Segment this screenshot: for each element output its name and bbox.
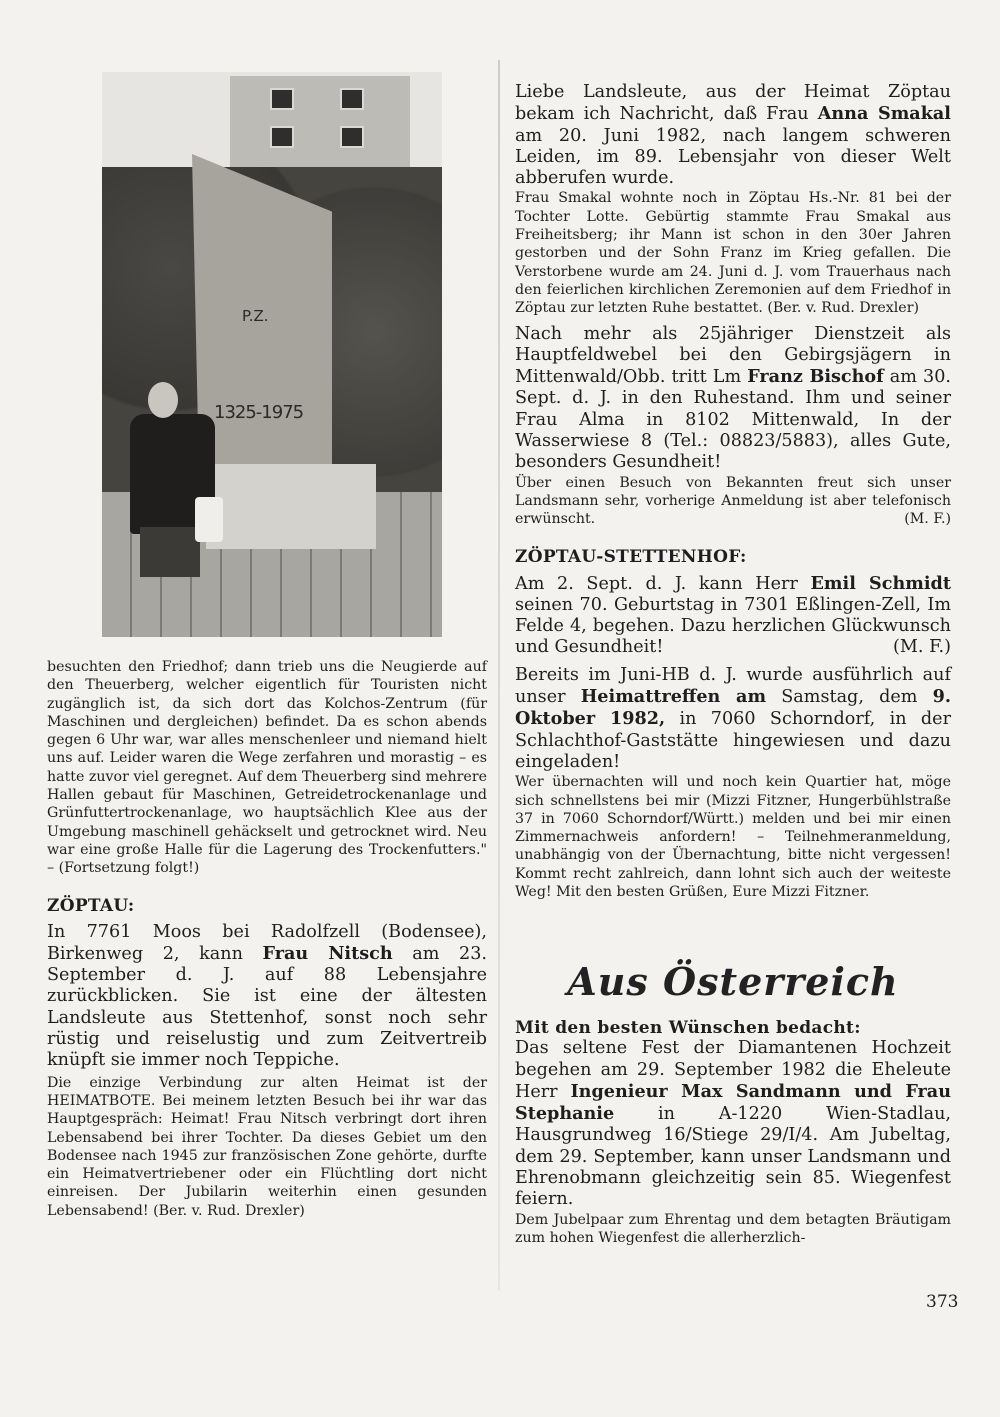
- article-nitsch-detail: Die einzige Verbindung zur alten Heimat ist der HEIMATBOTE. Bei meinem letzten Besuch bei ihr war das Hauptgespräch: Heimat! Frau Nitsch verbringt dort ihren Lebensabend bei ihrer Tochter. Da dieses Gebiet um den Bodensee nach 1945 zur französischen Zone gehörte, durfte ein Heimatvertriebener oder ein Flüchtling dort nicht einreisen. Der Jubilarin weiterhin einen gesunden Lebensabend! (Ber. v. Rud. Drexler): [47, 1074, 487, 1219]
- article-smakal: Liebe Landsleute, aus der Heimat Zöptau bekam ich Nachricht, daß Frau Anna Smakal am 20. Juni 1982, nach langem schweren Leiden, im 89. Lebensjahr von dieser Welt abberufen wurde.: [515, 82, 951, 189]
- name-anna-smakal: Anna Smakal: [817, 103, 951, 125]
- name-frau-nitsch: Frau Nitsch: [262, 942, 393, 964]
- article-smakal-detail: Frau Smakal wohnte noch in Zöptau Hs.-Nr. 81 bei der Tochter Lotte. Gebürtig stammte Frau Smakal aus Freiheitsberg; ihr Mann ist schon in den 30er Jahren gestorben und der Sohn Franz im Krieg gefallen. Die Verstorbene wurde am 24. Juni d. J. vom Trauerhaus nach den feierlichen kirchlichen Zeremonien auf dem Friedhof in Zöptau zur letzten Ruhe bestattet. (Ber. v. Rud. Drexler): [515, 190, 951, 317]
- article-bischof: Nach mehr als 25jähriger Dienstzeit als Hauptfeldwebel bei den Gebirgsjägern in Mittenwald/Obb. tritt Lm Franz Bischof am 30. Sept. d. J. in den Ruhestand. Ihm und seiner Frau Alma in 8102 Mittenwald, In der Wasserwiese 8 (Tel.: 08823/5883), alles Gute, besonders Gesundheit!: [515, 323, 952, 473]
- name-sandmann: Ingenieur Max Sandmann und Frau Stephanie: [515, 1080, 952, 1125]
- right-column: [515, 82, 951, 1247]
- article-sandmann: Das seltene Fest der Diamantenen Hochzeit begehen am 29. September 1982 die Eheleute Herr Ingenieur Max Sandmann und Frau Stephanie in A-1220 Wien-Stadlau, Hausgrundweg 16/Stiege 29/I/4. Am Jubeltag, dem 29. September, kann unser Landsmann und Ehrenobmann gleichzeitig sein 85. Wiegenfest feiern.: [515, 1038, 952, 1210]
- article-heimattreffen: Bereits im Juni-HB d. J. wurde ausführlich auf unser Heimattreffen am Samstag, dem 9. Oktober 1982, in 7060 Schorndorf, in der Schlachthof-Gaststätte hingewiesen und dazu eingeladen!: [515, 664, 951, 772]
- article-bischof-detail: Über einen Besuch von Bekannten freut sich unser Landsmann sehr, vorherige Anmeldung ist aber telefonisch erwünscht. (M. F.): [515, 474, 951, 528]
- memorial-photo: [102, 72, 442, 637]
- signature: (M. F.): [904, 511, 951, 528]
- name-emil-schmidt: Emil Schmidt: [810, 572, 951, 594]
- seated-woman: [130, 382, 215, 582]
- article-schmidt: Am 2. Sept. d. J. kann Herr Emil Schmidt seinen 70. Geburtstag in 7301 Eßlingen-Zell, Im Felde 4, begehen. Dazu herzlichen Glückwunsch und Gesundheit! (M. F.): [515, 572, 951, 658]
- page-number: 373: [926, 1292, 959, 1312]
- stone-years: 1325-1975: [214, 402, 304, 423]
- article-sandmann-detail: Dem Jubelpaar zum Ehrentag und dem betagten Bräutigam zum hohen Wiegenfest die allerherzlich-: [515, 1211, 951, 1246]
- section-heading-zoeptau: ZÖPTAU:: [47, 895, 135, 916]
- travel-report-continuation: besuchten den Friedhof; dann trieb uns die Neugierde auf den Theuerberg, welcher eigentlich für Touristen nicht zugänglich ist, da sich dort das Kolchos-Zentrum (für Maschinen und dergleichen) befindet. Da es schon abends gegen 6 Uhr war, war alles menschenleer und niemand hielt uns auf. Leider waren die Wege zerfahren und morastig – es hatte zuvor viel geregnet. Auf dem Theuerberg sind mehrere Hallen gebaut für Maschinen, Getreidetrockenanlage und Grünfuttertrockenanlage, wo hauptsächlich Klee aus der Umgebung maschinell gehäckselt und getrocknet wird. Neu war eine große Halle für die Lagerung des Trockenfutters." – (Fortsetzung folgt!): [47, 659, 487, 877]
- memorial-base: [206, 464, 376, 549]
- section-heading-wishes: Mit den besten Wünschen bedacht:: [515, 1018, 861, 1039]
- left-column: [47, 658, 487, 1220]
- article-nitsch: In 7761 Moos bei Radolfzell (Bodensee), Birkenweg 2, kann Frau Nitsch am 23. September d. J. auf 88 Lebensjahre zurückblicken. Sie ist eine der ältesten Landsleute aus Stettenhof, sonst noch sehr rüstig und reiselustig und zum Zeitvertreib knüpft sie immer noch Teppiche.: [47, 921, 487, 1071]
- signature: (M. F.): [893, 637, 951, 658]
- name-franz-bischof: Franz Bischof: [747, 366, 884, 388]
- section-title-aus-oesterreich: Aus Österreich: [567, 959, 899, 1005]
- section-heading-stettenhof: ZÖPTAU-STETTENHOF:: [515, 546, 747, 567]
- article-heimattreffen-detail: Wer übernachten will und noch kein Quartier hat, möge sich schnellstens bei mir (Mizzi Fitzner, Hungerbühlstraße 37 in 7060 Schorndorf/Württ.) melden und bei mir einen Zimmernachweis anfordern! – Teilnehmeranmeldung, unabhängig von der Übernachtung, bitte nicht vergessen! Kommt recht zahlreich, dann lohnt sich auch der weiteste Weg! Mit den besten Grüßen, Eure Mizzi Fitzner.: [515, 774, 951, 900]
- column-divider: [498, 60, 500, 1290]
- stone-initials: P.Z.: [242, 307, 269, 325]
